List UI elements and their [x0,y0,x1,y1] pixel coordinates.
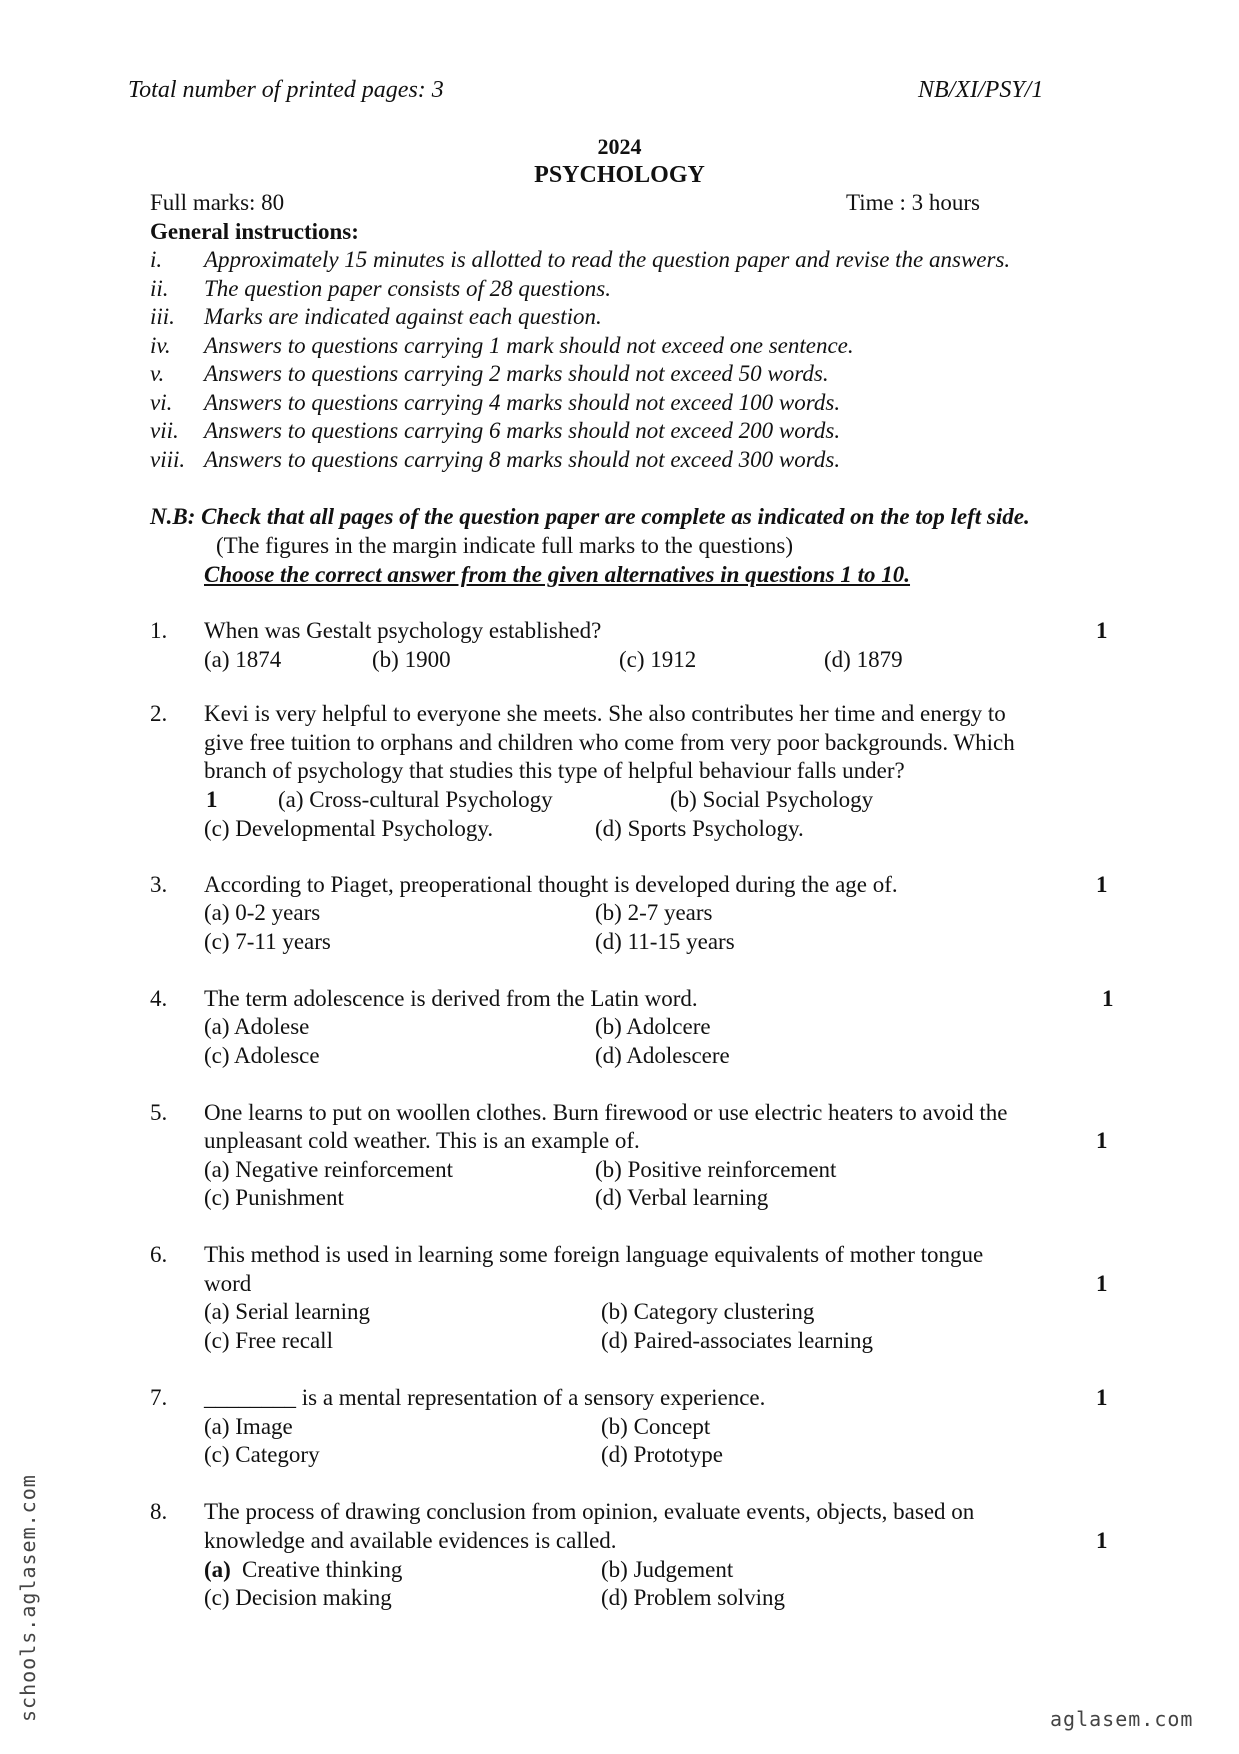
question-text: When was Gestalt psychology established? [204,618,602,643]
margin-note: (The figures in the margin indicate full marks to the questions) [216,533,793,558]
question-text: ________ is a mental representation of a sensory experience. [204,1385,766,1410]
option-a: (a) Negative reinforcement [204,1157,454,1182]
instruction-number: iv. [150,333,171,358]
instruction-text: Marks are indicated against each question. [204,304,602,329]
option-a: (a) Adolese [204,1014,310,1039]
question-text: According to Piaget, preoperational thought is developed during the age of. [204,872,898,897]
option-d: (d) Problem solving [601,1585,785,1610]
nb-note: N.B: Check that all pages of the question paper are complete as indicated on the top left side. [150,504,1030,529]
option-a-label: (a) [204,1557,231,1582]
full-marks: Full marks: 80 [150,190,285,215]
side-watermark: schools.aglasem.com [16,1474,40,1722]
question-text: This method is used in learning some foreign language equivalents of mother tongue [204,1242,984,1267]
option-d: (d) 1879 [824,647,903,672]
instruction-text: Approximately 15 minutes is allotted to read the question paper and revise the answers. [204,247,1011,272]
option-a: (a) 1874 [204,647,282,672]
instruction-number: viii. [150,447,186,472]
option-a: Creative thinking [242,1557,403,1582]
question-number: 3. [150,872,168,897]
option-b: (b) Positive reinforcement [595,1157,837,1182]
question-marks: 1 [1096,872,1108,897]
question-text: One learns to put on woollen clothes. Burn firewood or use electric heaters to avoid the [204,1100,1008,1125]
option-b: (b) Category clustering [601,1299,815,1324]
printed-pages-note: Total number of printed pages: 3 [128,77,444,103]
option-b: (b) 1900 [372,647,451,672]
option-b: (b) Adolcere [595,1014,711,1039]
question-marks: 1 [1096,1128,1108,1153]
question-number: 5. [150,1100,168,1125]
question-marks: 1 [1096,1271,1108,1296]
option-c: (c) Adolesce [204,1043,320,1068]
question-number: 6. [150,1242,168,1267]
question-marks: 1 [206,787,218,812]
question-marks: 1 [1096,618,1108,643]
option-a: (a) Cross-cultural Psychology [278,787,553,812]
bottom-watermark: aglasem.com [1050,1707,1194,1731]
option-c: (c) Category [204,1442,320,1467]
option-d: (d) 11-15 years [595,929,735,954]
question-marks: 1 [1102,986,1114,1011]
question-text: The term adolescence is derived from the Latin word. [204,986,698,1011]
question-marks: 1 [1096,1385,1108,1410]
subject-title: PSYCHOLOGY [534,162,705,188]
option-c: (c) 7-11 years [204,929,331,954]
instruction-text: Answers to questions carrying 1 mark should not exceed one sentence. [204,333,854,358]
question-marks: 1 [1096,1528,1108,1553]
option-b: (b) Social Psychology [670,787,874,812]
option-a: (a) Serial learning [204,1299,371,1324]
question-text: give free tuition to orphans and children who come from very poor backgrounds. Which [204,730,1015,755]
option-a: (a) Image [204,1414,293,1439]
instruction-number: v. [150,361,165,386]
instruction-text: The question paper consists of 28 questions. [204,276,611,301]
exam-year: 2024 [597,134,642,159]
option-a: (a) 0-2 years [204,900,321,925]
option-c: (c) Punishment [204,1185,344,1210]
question-number: 7. [150,1385,168,1410]
question-number: 1. [150,618,168,643]
question-text: branch of psychology that studies this type of helpful behaviour falls under? [204,758,905,783]
question-text: The process of drawing conclusion from opinion, evaluate events, objects, based on [204,1499,975,1524]
option-c: (c) Decision making [204,1585,392,1610]
option-c: (c) 1912 [619,647,697,672]
time-allowed: Time : 3 hours [846,190,980,215]
section-instruction: Choose the correct answer from the given alternatives in questions 1 to 10. [204,562,911,587]
instruction-number: ii. [150,276,169,301]
option-d: (d) Sports Psychology. [595,816,804,841]
option-d: (d) Paired-associates learning [601,1328,874,1353]
option-c: (c) Developmental Psychology. [204,816,494,841]
question-text: Kevi is very helpful to everyone she meets. She also contributes her time and energy to [204,701,1006,726]
option-c: (c) Free recall [204,1328,333,1353]
option-b: (b) 2-7 years [595,900,713,925]
instruction-text: Answers to questions carrying 4 marks should not exceed 100 words. [204,390,841,415]
instruction-text: Answers to questions carrying 2 marks should not exceed 50 words. [204,361,829,386]
option-d: (d) Prototype [601,1442,724,1467]
instruction-number: vi. [150,390,173,415]
question-number: 8. [150,1499,168,1524]
question-number: 2. [150,701,168,726]
instruction-text: Answers to questions carrying 8 marks should not exceed 300 words. [204,447,841,472]
instructions-title: General instructions: [150,219,359,244]
option-d: (d) Verbal learning [595,1185,769,1210]
option-d: (d) Adolescere [595,1043,730,1068]
option-b: (b) Concept [601,1414,711,1439]
question-number: 4. [150,986,168,1011]
question-text: word [204,1271,252,1296]
instruction-number: i. [150,247,163,272]
option-b: (b) Judgement [601,1557,734,1582]
question-text: knowledge and available evidences is called. [204,1528,617,1553]
instruction-number: iii. [150,304,175,329]
instruction-text: Answers to questions carrying 6 marks should not exceed 200 words. [204,418,841,443]
instruction-number: vii. [150,418,179,443]
question-text: unpleasant cold weather. This is an example of. [204,1128,640,1153]
paper-code: NB/XI/PSY/1 [918,77,1044,103]
